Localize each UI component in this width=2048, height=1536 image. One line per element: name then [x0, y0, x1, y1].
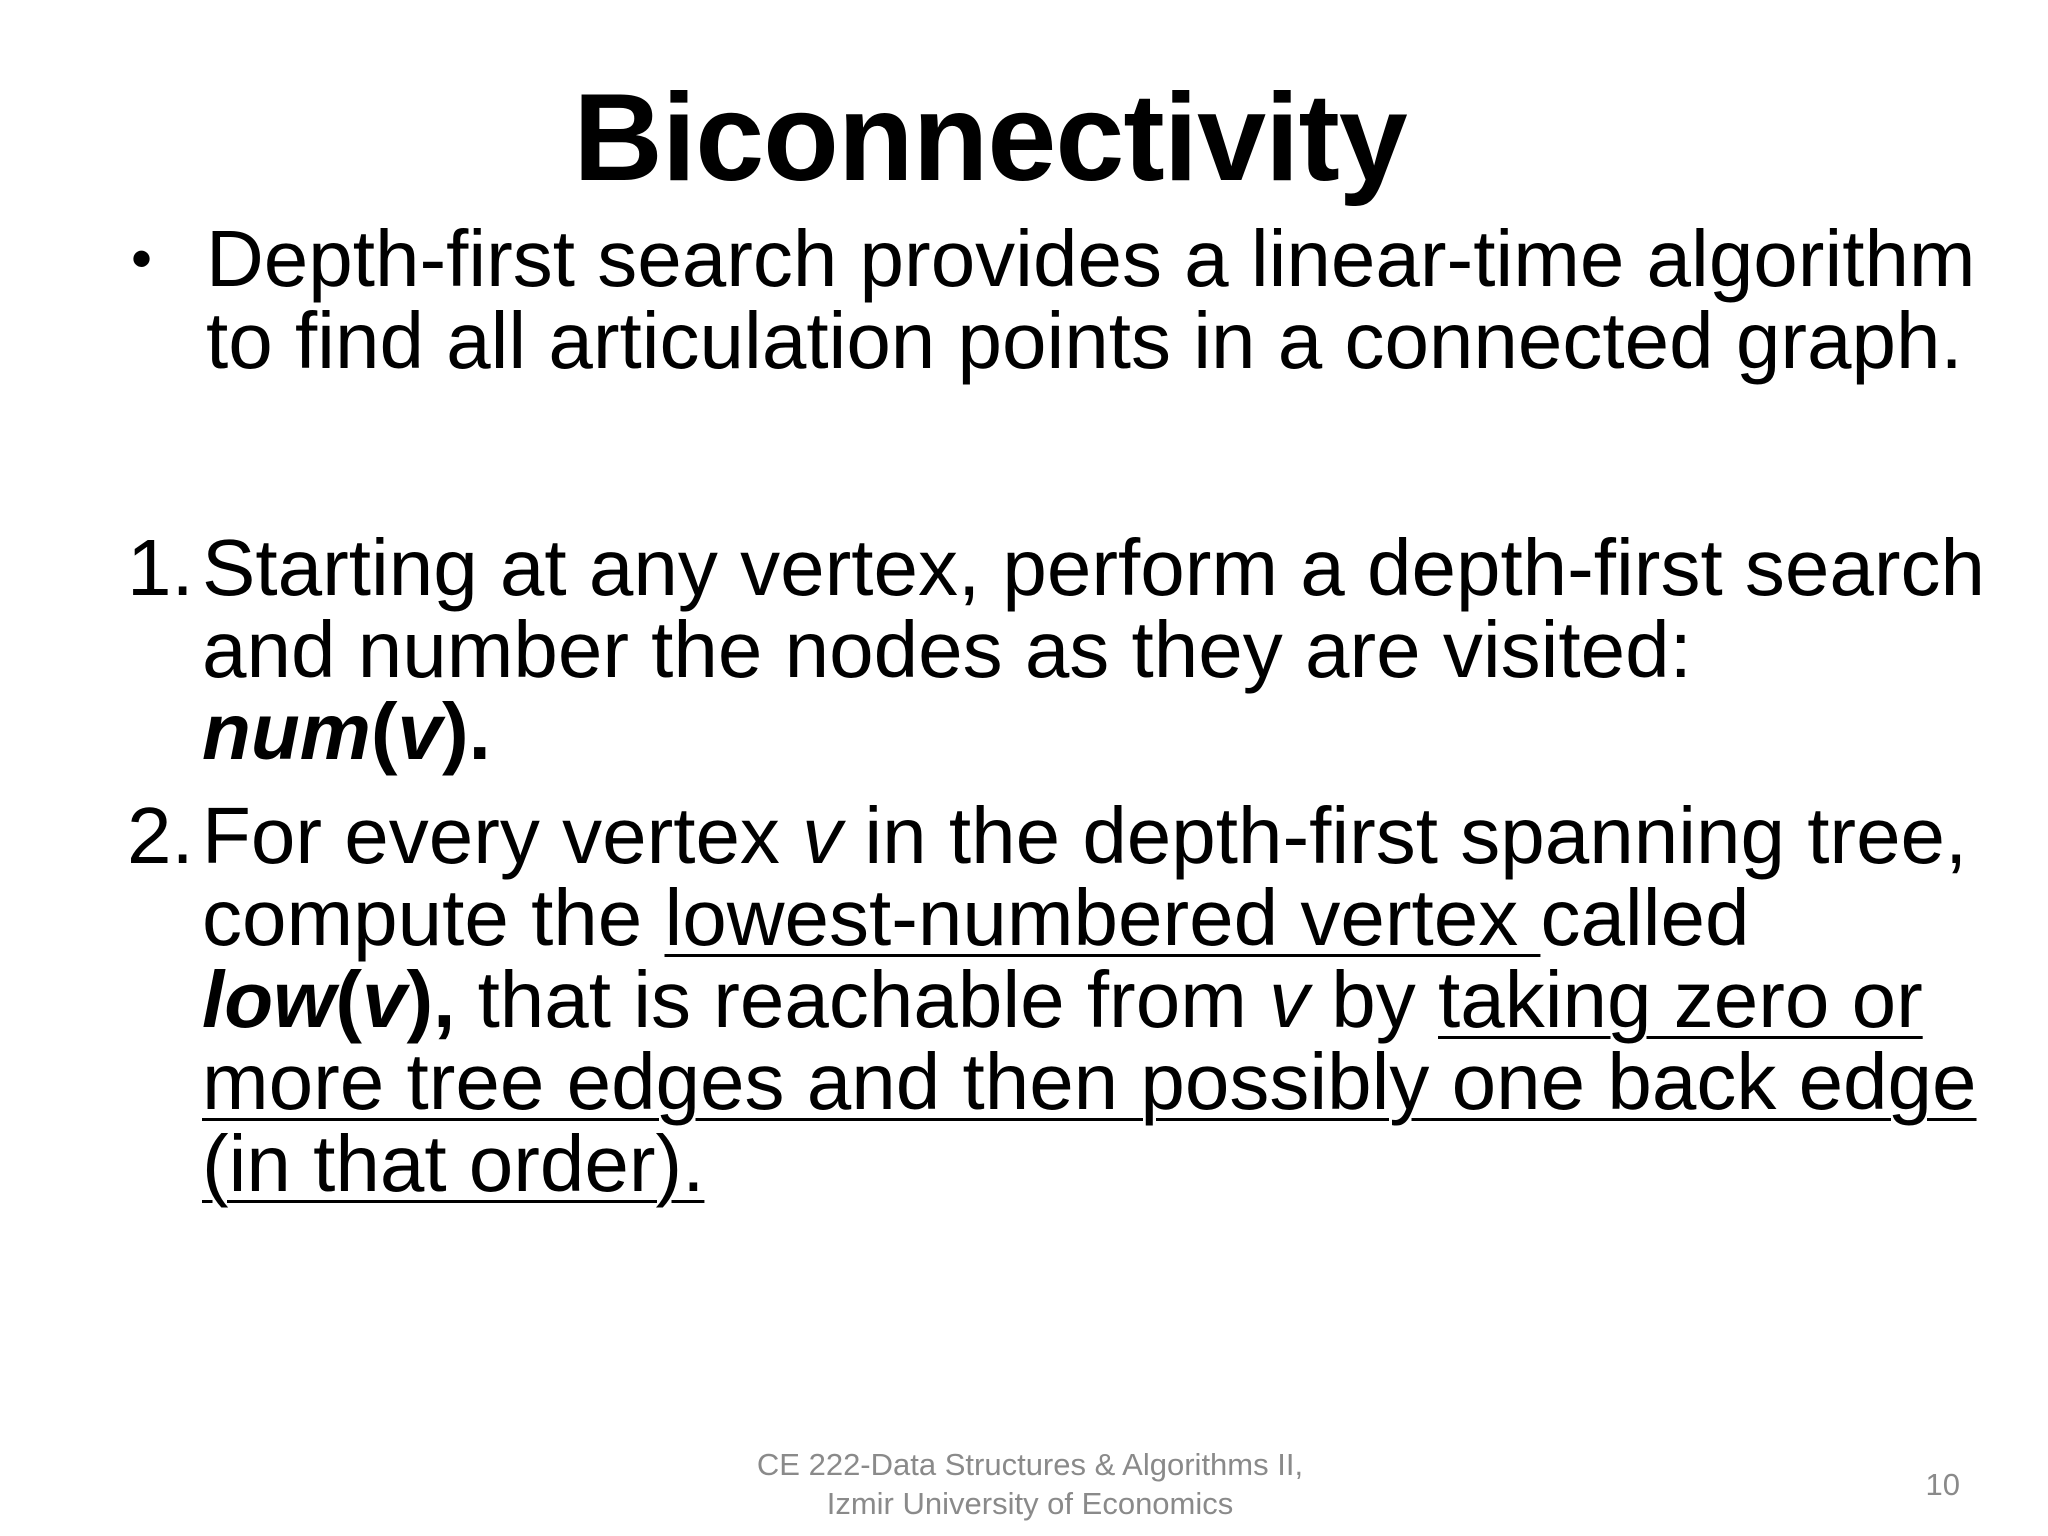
step-1 — [127, 523, 1987, 776]
vertex-variable-2: v — [1269, 955, 1310, 1044]
bullet-point — [127, 214, 1987, 385]
step-1-text-main: Starting at any vertex, perform a depth-first search and number the nodes as they are visited: — [202, 523, 1986, 694]
step-2-text-b: in the depth-first spanning tree, compute the — [202, 791, 1968, 962]
slide-title: Biconnectivity — [573, 69, 1407, 207]
step-2-text-a: For every vertex — [202, 791, 803, 880]
footer-course-line: CE 222-Data Structures & Algorithms II, — [756, 1447, 1304, 1482]
step-2-text-c: called — [1540, 873, 1750, 962]
slide-body — [127, 214, 1987, 1227]
step-2 — [127, 791, 1987, 1208]
low-close-paren: ), — [406, 955, 456, 1044]
vertex-variable: v — [802, 791, 843, 880]
underlined-lowest-numbered-vertex: lowest-numbered vertex — [664, 873, 1541, 962]
bullet-text: Depth-first search provides a linear-time algorithm to find all articulation points in a connected graph. — [206, 214, 1976, 385]
num-function: num — [202, 687, 371, 776]
bullet-marker: • — [131, 225, 153, 292]
footer-university-line: Izmir University of Economics — [826, 1486, 1234, 1521]
step-1-text — [202, 523, 1987, 776]
num-variable: v — [397, 687, 443, 776]
page-number: 10 — [1925, 1467, 1960, 1502]
low-open-paren: ( — [335, 955, 362, 1044]
num-open-paren: ( — [370, 687, 398, 776]
step-2-text-e: by — [1309, 955, 1439, 1044]
step-1-number: 1. — [127, 523, 194, 612]
low-function: low — [202, 955, 336, 1044]
step-2-text-d: that is reachable from — [455, 955, 1270, 1044]
step-2-text — [202, 791, 1987, 1208]
step-2-number: 2. — [127, 791, 194, 880]
num-close-paren: ). — [442, 687, 491, 776]
low-variable: v — [361, 955, 407, 1044]
underlined-edge-rule: taking zero or more tree edges and then possibly one back edge (in that order). — [202, 955, 1977, 1208]
slide-footer — [630, 1445, 1430, 1523]
